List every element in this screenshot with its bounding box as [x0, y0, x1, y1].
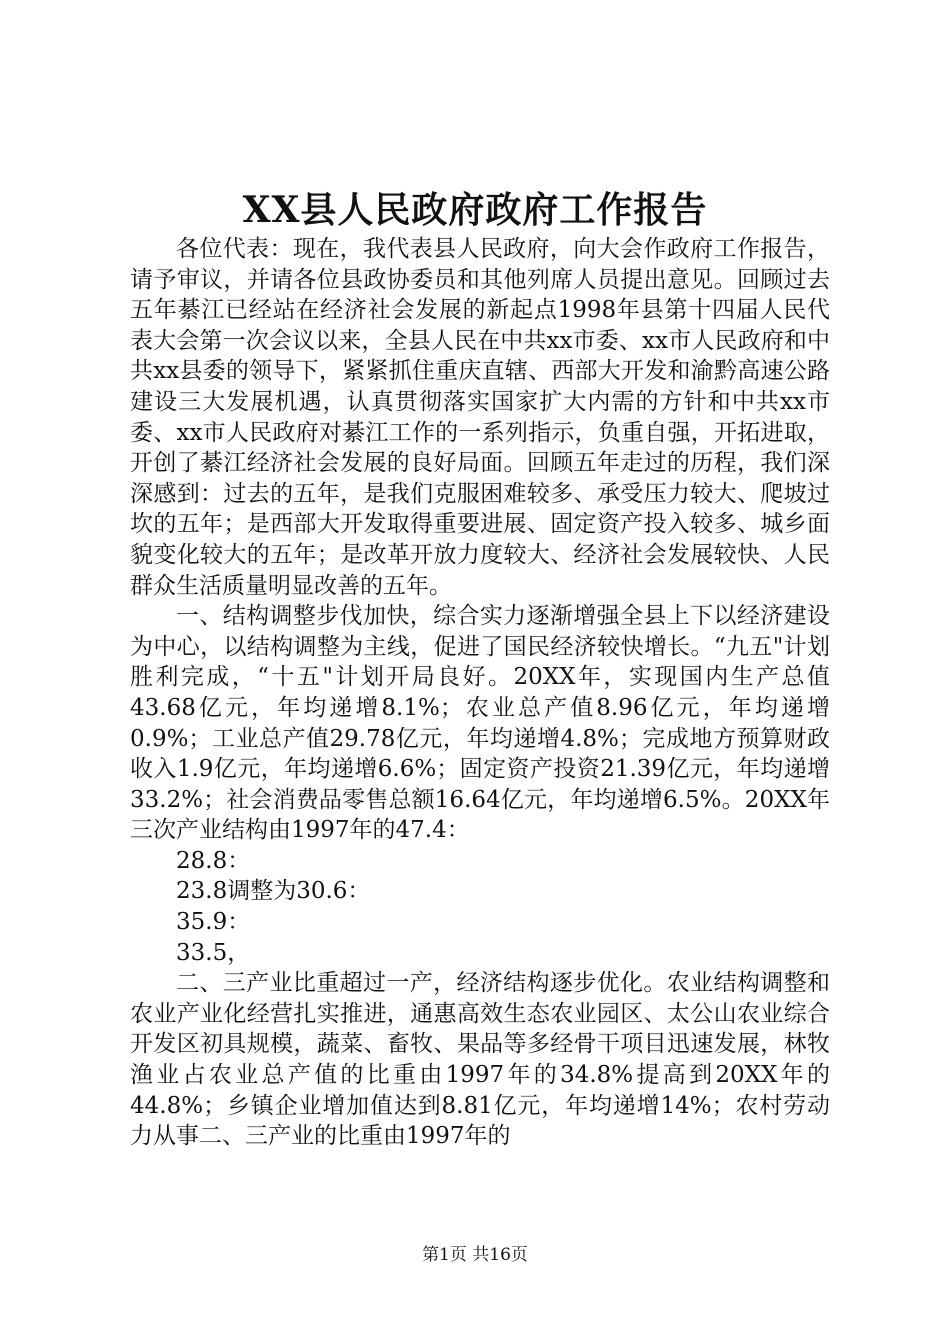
- paragraph-1: 各位代表：现在，我代表县人民政府，向大会作政府工作报告，请予审议，并请各位县政协委员和其他列席人员提出意见。回顾过去五年綦江已经站在经济社会发展的新起点1998年县第十四届人民代表大会第一次会议以来，全县人民在中共xx市委、xx市人民政府和中共xx县委的领导下，紧紧抓住重庆直辖、西部大开发和渝黔高速公路建设三大发展机遇，认真贯彻落实国家扩大内需的方针和中共xx市委、xx市人民政府对綦江工作的一系列指示，负重自强，开拓进取，开创了綦江经济社会发展的良好局面。回顾五年走过的历程，我们深深感到：过去的五年，是我们克服困难较多、承受压力较大、爬坡过坎的五年；是西部大开发取得重要进展、固定资产投入较多、城乡面貌变化较大的五年；是改革开放力度较大、经济社会发展较快、人民群众生活质量明显改善的五年。: [130, 236, 830, 599]
- page-footer: 第1页 共16页: [422, 1245, 528, 1265]
- number-line-1: 28.8：: [176, 847, 251, 874]
- paragraph-3: 二、三产业比重超过一产，经济结构逐步优化。农业结构调整和农业产业化经营扎实推进，通惠高效生态农业园区、太公山农业综合开发区初具规模，蔬菜、畜牧、果品等多经骨干项目迅速发展，林牧渔业占农业总产值的比重由1997年的34.8%提高到20XX年的44.8%；乡镇企业增加值达到8.81亿元，年均递增14%；农村劳动力从事二、三产业的比重由1997年的: [130, 970, 830, 1150]
- document-body: [130, 234, 830, 1152]
- number-line-3: 35.9：: [176, 909, 251, 936]
- number-line-2: 23.8调整为30.6：: [176, 878, 371, 905]
- document-title: XX县人民政府政府工作报告: [242, 189, 708, 231]
- number-line-4: 33.5，: [176, 939, 251, 966]
- paragraph-2: 一、结构调整步伐加快，综合实力逐渐增强全县上下以经济建设为中心，以结构调整为主线，促进了国民经济较快增长。“九五"计划胜利完成，“十五"计划开局良好。20XX年，实现国内生产总值43.68亿元，年均递增8.1%；农业总产值8.96亿元，年均递增0.9%；工业总产值29.78亿元，年均递增4.8%；完成地方预算财政收入1.9亿元，年均递增6.6%；固定资产投资21.39亿元，年均递增33.2%；社会消费品零售总额16.64亿元，年均递增6.5%。20XX年三次产业结构由1997年的47.4：: [130, 603, 830, 844]
